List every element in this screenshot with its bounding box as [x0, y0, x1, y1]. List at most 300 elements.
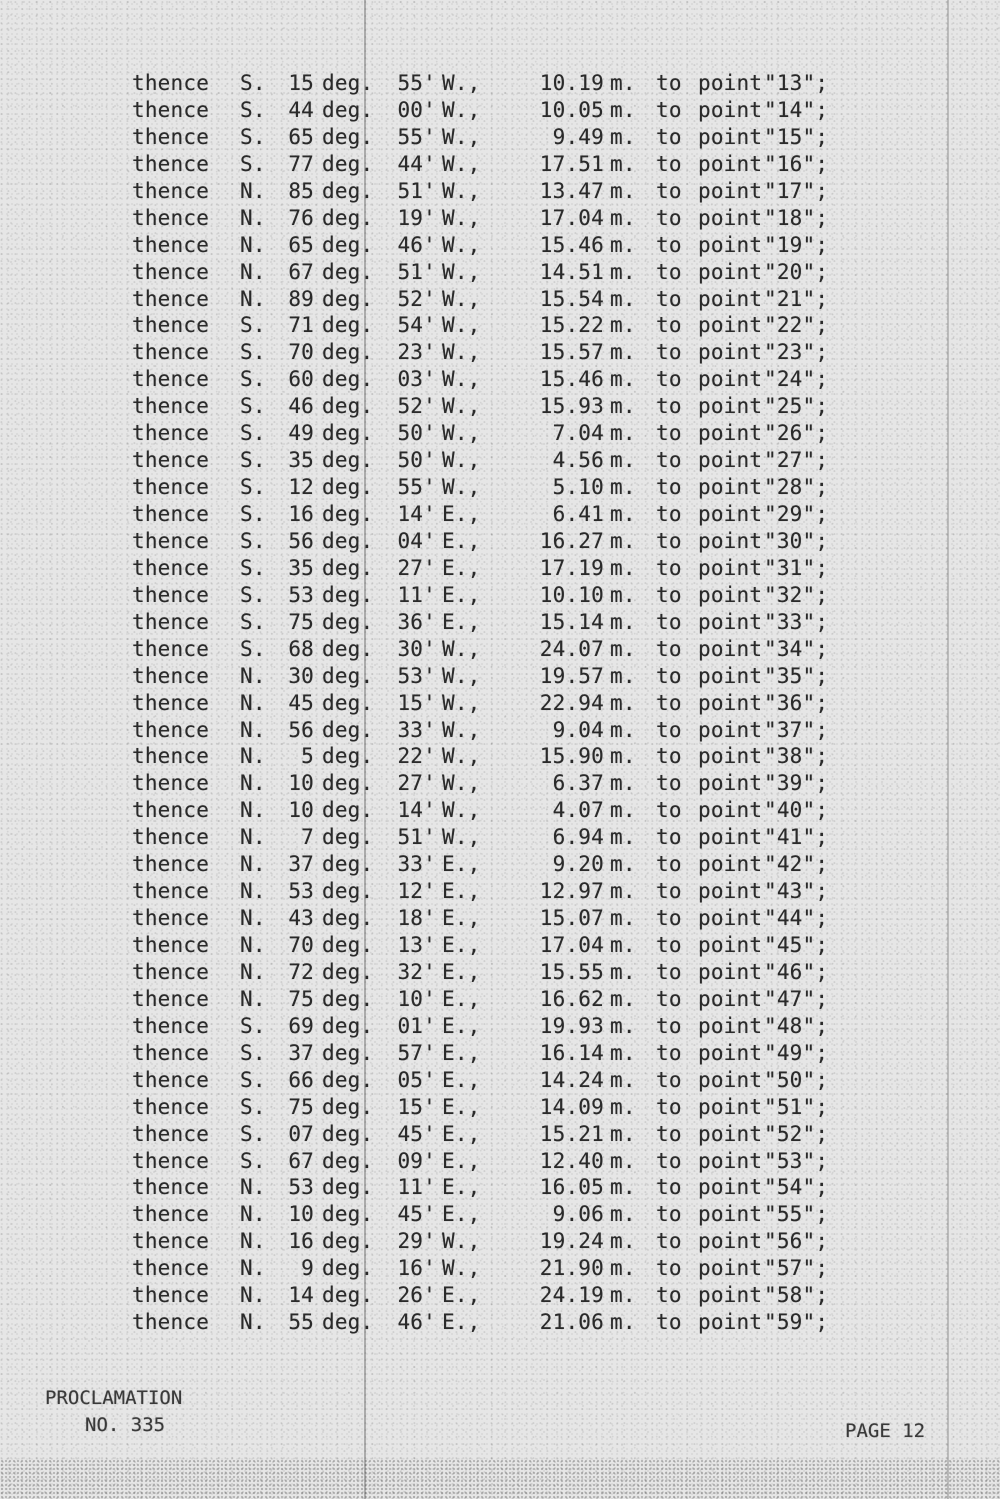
- call-to: to: [656, 502, 682, 526]
- call-word: thence: [132, 313, 210, 338]
- call-row: [132, 1013, 942, 1040]
- call-distance-unit: m.: [610, 528, 636, 553]
- call-east-west: W.,: [442, 1229, 481, 1254]
- call-row: [132, 1094, 942, 1121]
- call-minutes: 14': [397, 798, 436, 823]
- call-point-word: point: [698, 502, 763, 526]
- fold-line-right: [947, 0, 949, 1499]
- call-point-word: point: [698, 124, 763, 149]
- call-degrees: 67: [288, 259, 314, 284]
- call-deg-unit: deg.: [322, 933, 374, 957]
- call-direction: N.: [240, 178, 266, 203]
- call-to: to: [656, 1283, 682, 1308]
- call-point-word: point: [698, 690, 763, 715]
- call-point-word: point: [698, 744, 763, 769]
- call-east-west: W.,: [442, 205, 481, 230]
- call-row: [132, 178, 942, 205]
- call-word: thence: [132, 717, 210, 742]
- call-distance: 13.47: [539, 178, 604, 203]
- call-row: [132, 636, 942, 663]
- call-word: thence: [132, 852, 210, 877]
- call-distance: 21.06: [539, 1310, 604, 1335]
- call-deg-unit: deg.: [322, 1229, 374, 1254]
- call-row: [132, 1148, 942, 1175]
- call-distance-unit: m.: [610, 744, 636, 769]
- call-word: thence: [132, 663, 210, 688]
- call-distance: 22.94: [539, 690, 604, 715]
- call-deg-unit: deg.: [322, 178, 374, 203]
- call-to: to: [656, 852, 682, 877]
- call-point-word: point: [698, 852, 763, 877]
- call-word: thence: [132, 71, 210, 95]
- call-point-word: point: [698, 1094, 763, 1119]
- call-distance: 14.09: [539, 1094, 604, 1119]
- call-to: to: [656, 1310, 682, 1335]
- call-to: to: [656, 798, 682, 823]
- call-distance-unit: m.: [610, 259, 636, 284]
- call-distance: 15.14: [539, 609, 604, 634]
- call-row: [132, 501, 942, 528]
- call-word: thence: [132, 555, 210, 580]
- call-minutes: 19': [397, 205, 436, 230]
- call-word: thence: [132, 1040, 210, 1065]
- call-distance-unit: m.: [610, 1013, 636, 1038]
- proclamation-label: [45, 1385, 182, 1439]
- call-east-west: W.,: [442, 394, 481, 419]
- call-row: [132, 259, 942, 286]
- call-point-number: "21";: [764, 286, 829, 311]
- call-to: to: [656, 717, 682, 742]
- call-row: [132, 905, 942, 932]
- call-point-number: "14";: [764, 97, 829, 122]
- call-minutes: 27': [397, 555, 436, 580]
- call-deg-unit: deg.: [322, 959, 374, 984]
- call-distance: 17.04: [539, 205, 604, 230]
- call-to: to: [656, 1229, 682, 1254]
- call-point-number: "59";: [764, 1310, 829, 1335]
- call-direction: N.: [240, 205, 266, 230]
- call-east-west: E.,: [442, 852, 481, 877]
- call-point-word: point: [698, 1121, 763, 1146]
- call-to: to: [656, 151, 682, 176]
- call-word: thence: [132, 609, 210, 634]
- call-distance: 19.24: [539, 1229, 604, 1254]
- call-point-word: point: [698, 286, 763, 311]
- call-degrees: 45: [288, 690, 314, 715]
- call-degrees: 68: [288, 636, 314, 661]
- call-distance-unit: m.: [610, 1067, 636, 1092]
- call-distance: 19.57: [539, 663, 604, 688]
- call-minutes: 22': [397, 744, 436, 769]
- call-minutes: 46': [397, 1310, 436, 1335]
- call-point-number: "28";: [764, 475, 829, 500]
- call-row: [132, 366, 942, 393]
- call-distance-unit: m.: [610, 798, 636, 823]
- call-to: to: [656, 690, 682, 715]
- call-distance: 17.19: [539, 555, 604, 580]
- call-degrees: 16: [288, 502, 314, 526]
- call-word: thence: [132, 97, 210, 122]
- call-minutes: 05': [397, 1067, 436, 1092]
- call-point-number: "53";: [764, 1148, 829, 1173]
- call-word: thence: [132, 1094, 210, 1119]
- call-degrees: 65: [288, 232, 314, 257]
- call-word: thence: [132, 1175, 210, 1200]
- call-minutes: 16': [397, 1256, 436, 1281]
- call-minutes: 51': [397, 825, 436, 850]
- call-point-number: "37";: [764, 717, 829, 742]
- call-direction: S.: [240, 555, 266, 580]
- call-to: to: [656, 286, 682, 311]
- call-point-word: point: [698, 879, 763, 904]
- call-point-number: "24";: [764, 367, 829, 392]
- call-direction: N.: [240, 690, 266, 715]
- call-deg-unit: deg.: [322, 771, 374, 796]
- call-point-word: point: [698, 232, 763, 257]
- call-point-word: point: [698, 1202, 763, 1227]
- call-point-word: point: [698, 1148, 763, 1173]
- call-distance: 15.21: [539, 1121, 604, 1146]
- call-row: [132, 97, 942, 124]
- call-degrees: 53: [288, 1175, 314, 1200]
- call-minutes: 54': [397, 313, 436, 338]
- call-point-number: "36";: [764, 690, 829, 715]
- call-distance-unit: m.: [610, 1229, 636, 1254]
- call-degrees: 56: [288, 717, 314, 742]
- call-deg-unit: deg.: [322, 448, 374, 473]
- call-point-word: point: [698, 1067, 763, 1092]
- call-word: thence: [132, 1121, 210, 1146]
- call-to: to: [656, 475, 682, 500]
- call-distance: 19.93: [539, 1013, 604, 1038]
- call-distance: 10.05: [539, 97, 604, 122]
- call-row: [132, 878, 942, 905]
- call-distance: 21.90: [539, 1256, 604, 1281]
- call-minutes: 44': [397, 151, 436, 176]
- call-distance-unit: m.: [610, 502, 636, 526]
- call-distance-unit: m.: [610, 959, 636, 984]
- call-word: thence: [132, 448, 210, 473]
- call-point-number: "33";: [764, 609, 829, 634]
- call-point-number: "47";: [764, 986, 829, 1011]
- call-deg-unit: deg.: [322, 906, 374, 931]
- call-deg-unit: deg.: [322, 259, 374, 284]
- call-degrees: 10: [288, 1202, 314, 1227]
- call-distance-unit: m.: [610, 97, 636, 122]
- call-distance-unit: m.: [610, 663, 636, 688]
- call-deg-unit: deg.: [322, 663, 374, 688]
- call-row: [132, 1201, 942, 1228]
- call-word: thence: [132, 879, 210, 904]
- call-distance-unit: m.: [610, 1094, 636, 1119]
- call-point-number: "58";: [764, 1283, 829, 1308]
- call-row: [132, 1309, 942, 1336]
- call-degrees: 75: [288, 1094, 314, 1119]
- call-minutes: 23': [397, 340, 436, 365]
- call-direction: N.: [240, 1202, 266, 1227]
- call-word: thence: [132, 1067, 210, 1092]
- call-word: thence: [132, 933, 210, 957]
- call-to: to: [656, 124, 682, 149]
- call-distance-unit: m.: [610, 475, 636, 500]
- call-row: [132, 690, 942, 717]
- call-degrees: 49: [288, 421, 314, 446]
- call-distance: 6.37: [552, 771, 604, 796]
- call-word: thence: [132, 1229, 210, 1254]
- call-minutes: 57': [397, 1040, 436, 1065]
- call-minutes: 52': [397, 286, 436, 311]
- call-to: to: [656, 1175, 682, 1200]
- call-direction: N.: [240, 232, 266, 257]
- call-point-number: "39";: [764, 771, 829, 796]
- call-point-number: "52";: [764, 1121, 829, 1146]
- call-to: to: [656, 1094, 682, 1119]
- call-point-word: point: [698, 71, 763, 95]
- call-distance: 15.57: [539, 340, 604, 365]
- call-distance-unit: m.: [610, 394, 636, 419]
- call-direction: S.: [240, 97, 266, 122]
- call-row: [132, 1067, 942, 1094]
- call-point-word: point: [698, 259, 763, 284]
- call-point-number: "35";: [764, 663, 829, 688]
- call-deg-unit: deg.: [322, 421, 374, 446]
- call-point-word: point: [698, 1013, 763, 1038]
- call-degrees: 43: [288, 906, 314, 931]
- call-word: thence: [132, 394, 210, 419]
- call-deg-unit: deg.: [322, 286, 374, 311]
- call-row: [132, 743, 942, 770]
- call-point-word: point: [698, 555, 763, 580]
- call-distance: 16.27: [539, 528, 604, 553]
- call-point-number: "31";: [764, 555, 829, 580]
- call-deg-unit: deg.: [322, 825, 374, 850]
- call-distance: 24.19: [539, 1283, 604, 1308]
- call-distance: 15.22: [539, 313, 604, 338]
- call-deg-unit: deg.: [322, 71, 374, 95]
- call-deg-unit: deg.: [322, 124, 374, 149]
- call-degrees: 65: [288, 124, 314, 149]
- call-distance: 17.51: [539, 151, 604, 176]
- call-direction: S.: [240, 71, 266, 95]
- call-point-word: point: [698, 771, 763, 796]
- call-point-word: point: [698, 421, 763, 446]
- call-degrees: 7: [301, 825, 314, 850]
- call-point-number: "41";: [764, 825, 829, 850]
- call-degrees: 14: [288, 1283, 314, 1308]
- call-distance-unit: m.: [610, 1040, 636, 1065]
- call-distance-unit: m.: [610, 286, 636, 311]
- call-distance-unit: m.: [610, 879, 636, 904]
- call-point-number: "15";: [764, 124, 829, 149]
- call-point-number: "51";: [764, 1094, 829, 1119]
- call-word: thence: [132, 259, 210, 284]
- call-row: [132, 393, 942, 420]
- call-word: thence: [132, 502, 210, 526]
- call-minutes: 12': [397, 879, 436, 904]
- call-minutes: 01': [397, 1013, 436, 1038]
- call-direction: N.: [240, 825, 266, 850]
- bearing-calls-list: [132, 70, 942, 1336]
- call-to: to: [656, 1067, 682, 1092]
- call-distance-unit: m.: [610, 448, 636, 473]
- call-east-west: W.,: [442, 1256, 481, 1281]
- call-to: to: [656, 528, 682, 553]
- call-degrees: 53: [288, 582, 314, 607]
- call-word: thence: [132, 475, 210, 500]
- call-to: to: [656, 636, 682, 661]
- call-deg-unit: deg.: [322, 394, 374, 419]
- call-direction: N.: [240, 852, 266, 877]
- call-east-west: W.,: [442, 744, 481, 769]
- call-east-west: W.,: [442, 151, 481, 176]
- call-point-number: "13";: [764, 71, 829, 95]
- call-distance: 6.94: [552, 825, 604, 850]
- call-word: thence: [132, 771, 210, 796]
- call-deg-unit: deg.: [322, 205, 374, 230]
- call-deg-unit: deg.: [322, 1175, 374, 1200]
- call-distance: 16.05: [539, 1175, 604, 1200]
- call-row: [132, 1174, 942, 1201]
- call-to: to: [656, 1202, 682, 1227]
- call-deg-unit: deg.: [322, 636, 374, 661]
- call-east-west: W.,: [442, 636, 481, 661]
- call-distance-unit: m.: [610, 933, 636, 957]
- call-distance-unit: m.: [610, 636, 636, 661]
- call-word: thence: [132, 340, 210, 365]
- call-east-west: W.,: [442, 798, 481, 823]
- call-minutes: 04': [397, 528, 436, 553]
- call-minutes: 45': [397, 1121, 436, 1146]
- call-distance: 9.04: [552, 717, 604, 742]
- call-distance: 12.97: [539, 879, 604, 904]
- call-distance: 9.20: [552, 852, 604, 877]
- call-direction: S.: [240, 124, 266, 149]
- proclamation-title: PROCLAMATION: [45, 1387, 183, 1409]
- call-direction: S.: [240, 1013, 266, 1038]
- call-point-word: point: [698, 394, 763, 419]
- call-word: thence: [132, 286, 210, 311]
- call-to: to: [656, 394, 682, 419]
- call-word: thence: [132, 1310, 210, 1335]
- call-to: to: [656, 933, 682, 957]
- call-east-west: W.,: [442, 313, 481, 338]
- call-distance: 24.07: [539, 636, 604, 661]
- call-point-number: "44";: [764, 906, 829, 931]
- call-to: to: [656, 97, 682, 122]
- call-deg-unit: deg.: [322, 555, 374, 580]
- call-direction: N.: [240, 986, 266, 1011]
- call-direction: N.: [240, 959, 266, 984]
- call-direction: S.: [240, 582, 266, 607]
- call-row: [132, 609, 942, 636]
- call-east-west: E.,: [442, 1310, 481, 1335]
- call-distance: 9.06: [552, 1202, 604, 1227]
- call-row: [132, 932, 942, 959]
- call-east-west: W.,: [442, 421, 481, 446]
- call-degrees: 56: [288, 528, 314, 553]
- call-east-west: E.,: [442, 1283, 481, 1308]
- call-degrees: 15: [288, 71, 314, 95]
- call-point-number: "57";: [764, 1256, 829, 1281]
- call-minutes: 11': [397, 582, 436, 607]
- call-word: thence: [132, 798, 210, 823]
- call-point-number: "32";: [764, 582, 829, 607]
- call-minutes: 13': [397, 933, 436, 957]
- call-degrees: 60: [288, 367, 314, 392]
- call-distance: 15.07: [539, 906, 604, 931]
- call-direction: S.: [240, 1040, 266, 1065]
- call-row: [132, 528, 942, 555]
- call-deg-unit: deg.: [322, 582, 374, 607]
- call-deg-unit: deg.: [322, 879, 374, 904]
- call-distance-unit: m.: [610, 367, 636, 392]
- call-point-word: point: [698, 178, 763, 203]
- call-point-number: "20";: [764, 259, 829, 284]
- call-distance-unit: m.: [610, 340, 636, 365]
- call-to: to: [656, 1256, 682, 1281]
- call-east-west: W.,: [442, 475, 481, 500]
- call-word: thence: [132, 906, 210, 931]
- call-point-word: point: [698, 798, 763, 823]
- call-point-number: "50";: [764, 1067, 829, 1092]
- call-row: [132, 663, 942, 690]
- call-east-west: W.,: [442, 97, 481, 122]
- call-minutes: 55': [397, 475, 436, 500]
- call-point-number: "40";: [764, 798, 829, 823]
- call-east-west: E.,: [442, 986, 481, 1011]
- call-row: [132, 339, 942, 366]
- call-direction: S.: [240, 636, 266, 661]
- call-deg-unit: deg.: [322, 232, 374, 257]
- call-degrees: 37: [288, 852, 314, 877]
- call-east-west: W.,: [442, 340, 481, 365]
- call-degrees: 46: [288, 394, 314, 419]
- call-word: thence: [132, 124, 210, 149]
- call-deg-unit: deg.: [322, 367, 374, 392]
- call-degrees: 07: [288, 1121, 314, 1146]
- call-deg-unit: deg.: [322, 475, 374, 500]
- call-minutes: 09': [397, 1148, 436, 1173]
- call-degrees: 71: [288, 313, 314, 338]
- call-distance-unit: m.: [610, 609, 636, 634]
- call-distance-unit: m.: [610, 232, 636, 257]
- call-row: [132, 851, 942, 878]
- call-distance: 4.07: [552, 798, 604, 823]
- call-distance-unit: m.: [610, 71, 636, 95]
- call-direction: N.: [240, 286, 266, 311]
- call-deg-unit: deg.: [322, 1067, 374, 1092]
- call-deg-unit: deg.: [322, 1256, 374, 1281]
- call-direction: N.: [240, 1283, 266, 1308]
- call-degrees: 35: [288, 555, 314, 580]
- call-point-word: point: [698, 636, 763, 661]
- call-deg-unit: deg.: [322, 340, 374, 365]
- call-east-west: W.,: [442, 124, 481, 149]
- call-to: to: [656, 421, 682, 446]
- call-to: to: [656, 313, 682, 338]
- call-east-west: E.,: [442, 933, 481, 957]
- call-word: thence: [132, 825, 210, 850]
- call-minutes: 26': [397, 1283, 436, 1308]
- call-direction: N.: [240, 933, 266, 957]
- call-to: to: [656, 879, 682, 904]
- call-deg-unit: deg.: [322, 1013, 374, 1038]
- call-distance-unit: m.: [610, 690, 636, 715]
- call-to: to: [656, 71, 682, 95]
- call-point-word: point: [698, 1229, 763, 1254]
- call-deg-unit: deg.: [322, 1148, 374, 1173]
- call-point-word: point: [698, 1310, 763, 1335]
